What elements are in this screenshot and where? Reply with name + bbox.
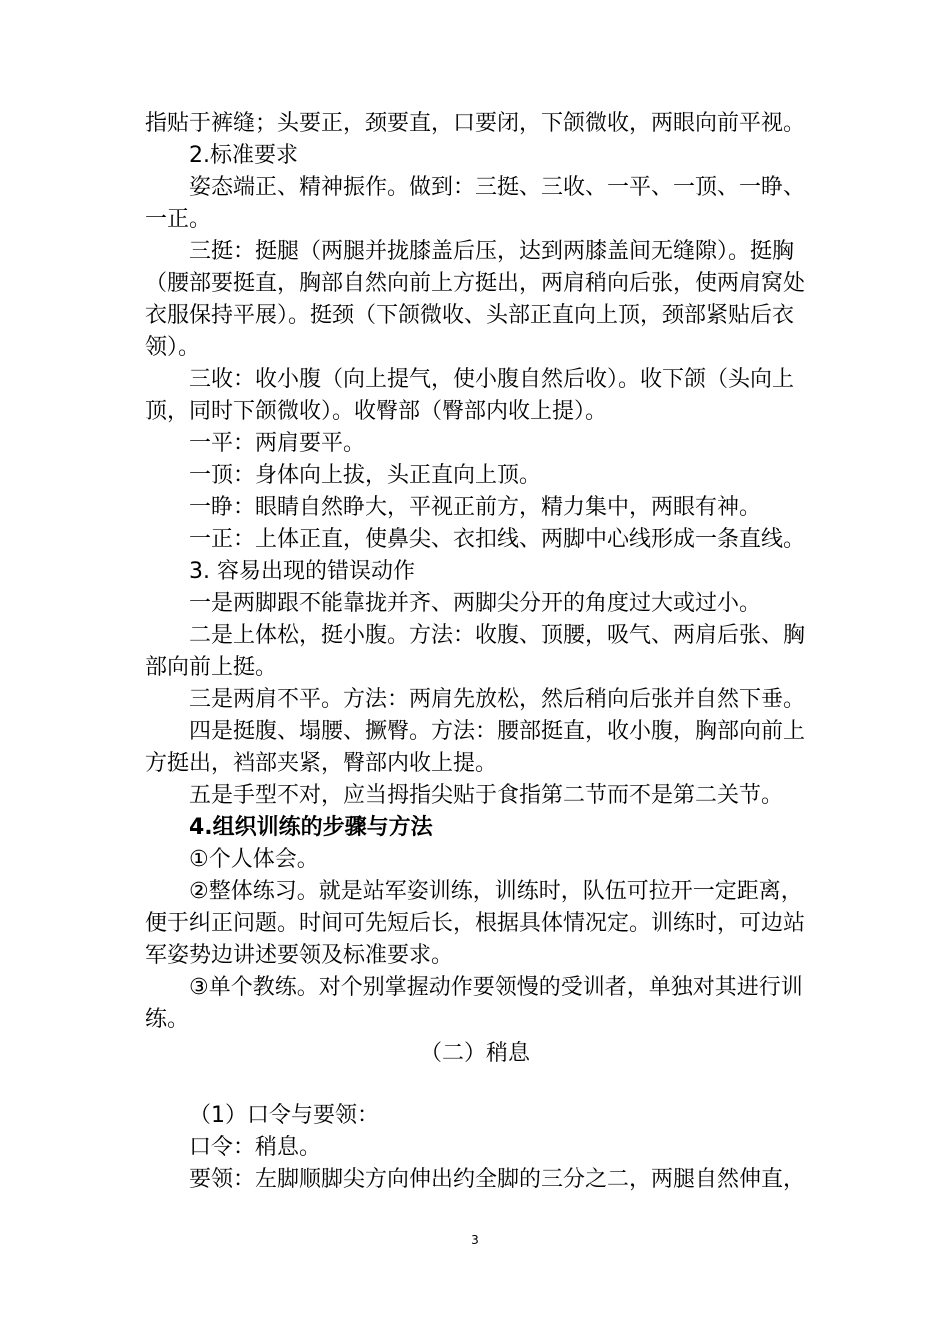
text-line: 领）。 (145, 335, 201, 360)
text-line: ②整体练习。就是站军姿训练，训练时，队伍可拉开一定距离， (189, 879, 803, 904)
text-line: ③单个教练。对个别掌握动作要领慢的受训者，单独对其进行训 (189, 975, 803, 1000)
text-line: 便于纠正问题。时间可先短后长，根据具体情况定。训练时，可边站 (145, 911, 806, 936)
section-heading: 4.组织训练的步骤与方法 (189, 815, 433, 840)
text-line: 三收：收小腹（向上提气，使小腹自然后收）。收下颌（头向上 (189, 367, 795, 392)
text-line: 五是手型不对，应当拇指尖贴于食指第二节而不是第二关节。 (189, 783, 784, 808)
text-line: 三挺：挺腿（两腿并拢膝盖后压，达到两膝盖间无缝隙）。挺胸 (189, 239, 795, 264)
text-line: 口令：稍息。 (189, 1135, 322, 1160)
page-number: 3 (471, 1233, 479, 1247)
text-line: 一顶：身体向上拔，头正直向上顶。 (189, 463, 542, 488)
text-line: 方挺出，裆部夹紧，臀部内收上提。 (145, 751, 498, 776)
text-line: 一正。 (145, 207, 212, 232)
text-line: 一正：上体正直，使鼻尖、衣扣线、两脚中心线形成一条直线。 (189, 527, 806, 552)
text-line: 姿态端正、精神振作。做到：三挺、三收、一平、一顶、一睁、 (189, 175, 806, 200)
text-line: 一是两脚跟不能靠拢并齐、两脚尖分开的角度过大或过小。 (189, 591, 762, 616)
text-line: 四是挺腹、塌腰、撅臀。方法：腰部挺直，收小腹，胸部向前上 (189, 719, 806, 744)
text-line: 练。 (145, 1007, 190, 1032)
text-line: 二是上体松，挺小腹。方法：收腹、顶腰，吸气、两肩后张、胸 (189, 623, 806, 648)
section-title: （二）稍息 (419, 1041, 530, 1066)
text-line: 部向前上挺。 (145, 655, 278, 680)
text-line: 衣服保持平展）。挺颈（下颌微收、头部正直向上顶，颈部紧贴后衣 (145, 303, 795, 328)
text-line: 要领：左脚顺脚尖方向伸出约全脚的三分之二，两腿自然伸直， (189, 1167, 806, 1192)
text-line: 顶，同时下颌微收）。收臀部（臀部内收上提）。 (145, 399, 608, 424)
text-line: 三是两肩不平。方法：两肩先放松，然后稍向后张并自然下垂。 (189, 687, 806, 712)
subsection-heading: （1）口令与要领： (189, 1103, 379, 1128)
text-line: 一平：两肩要平。 (189, 431, 366, 456)
section-heading: 3. 容易出现的错误动作 (189, 559, 415, 584)
text-line: ①个人体会。 (189, 847, 319, 872)
section-heading: 2.标准要求 (189, 143, 298, 168)
text-line: 指贴于裤缝；头要正，颈要直，口要闭，下颌微收，两眼向前平视。 (145, 111, 806, 136)
text-line: 一睁：眼睛自然睁大，平视正前方，精力集中，两眼有神。 (189, 495, 762, 520)
text-line: （腰部要挺直，胸部自然向前上方挺出，两肩稍向后张，使两肩窝处 (145, 271, 806, 296)
text-line: 军姿势边讲述要领及标准要求。 (145, 943, 454, 968)
